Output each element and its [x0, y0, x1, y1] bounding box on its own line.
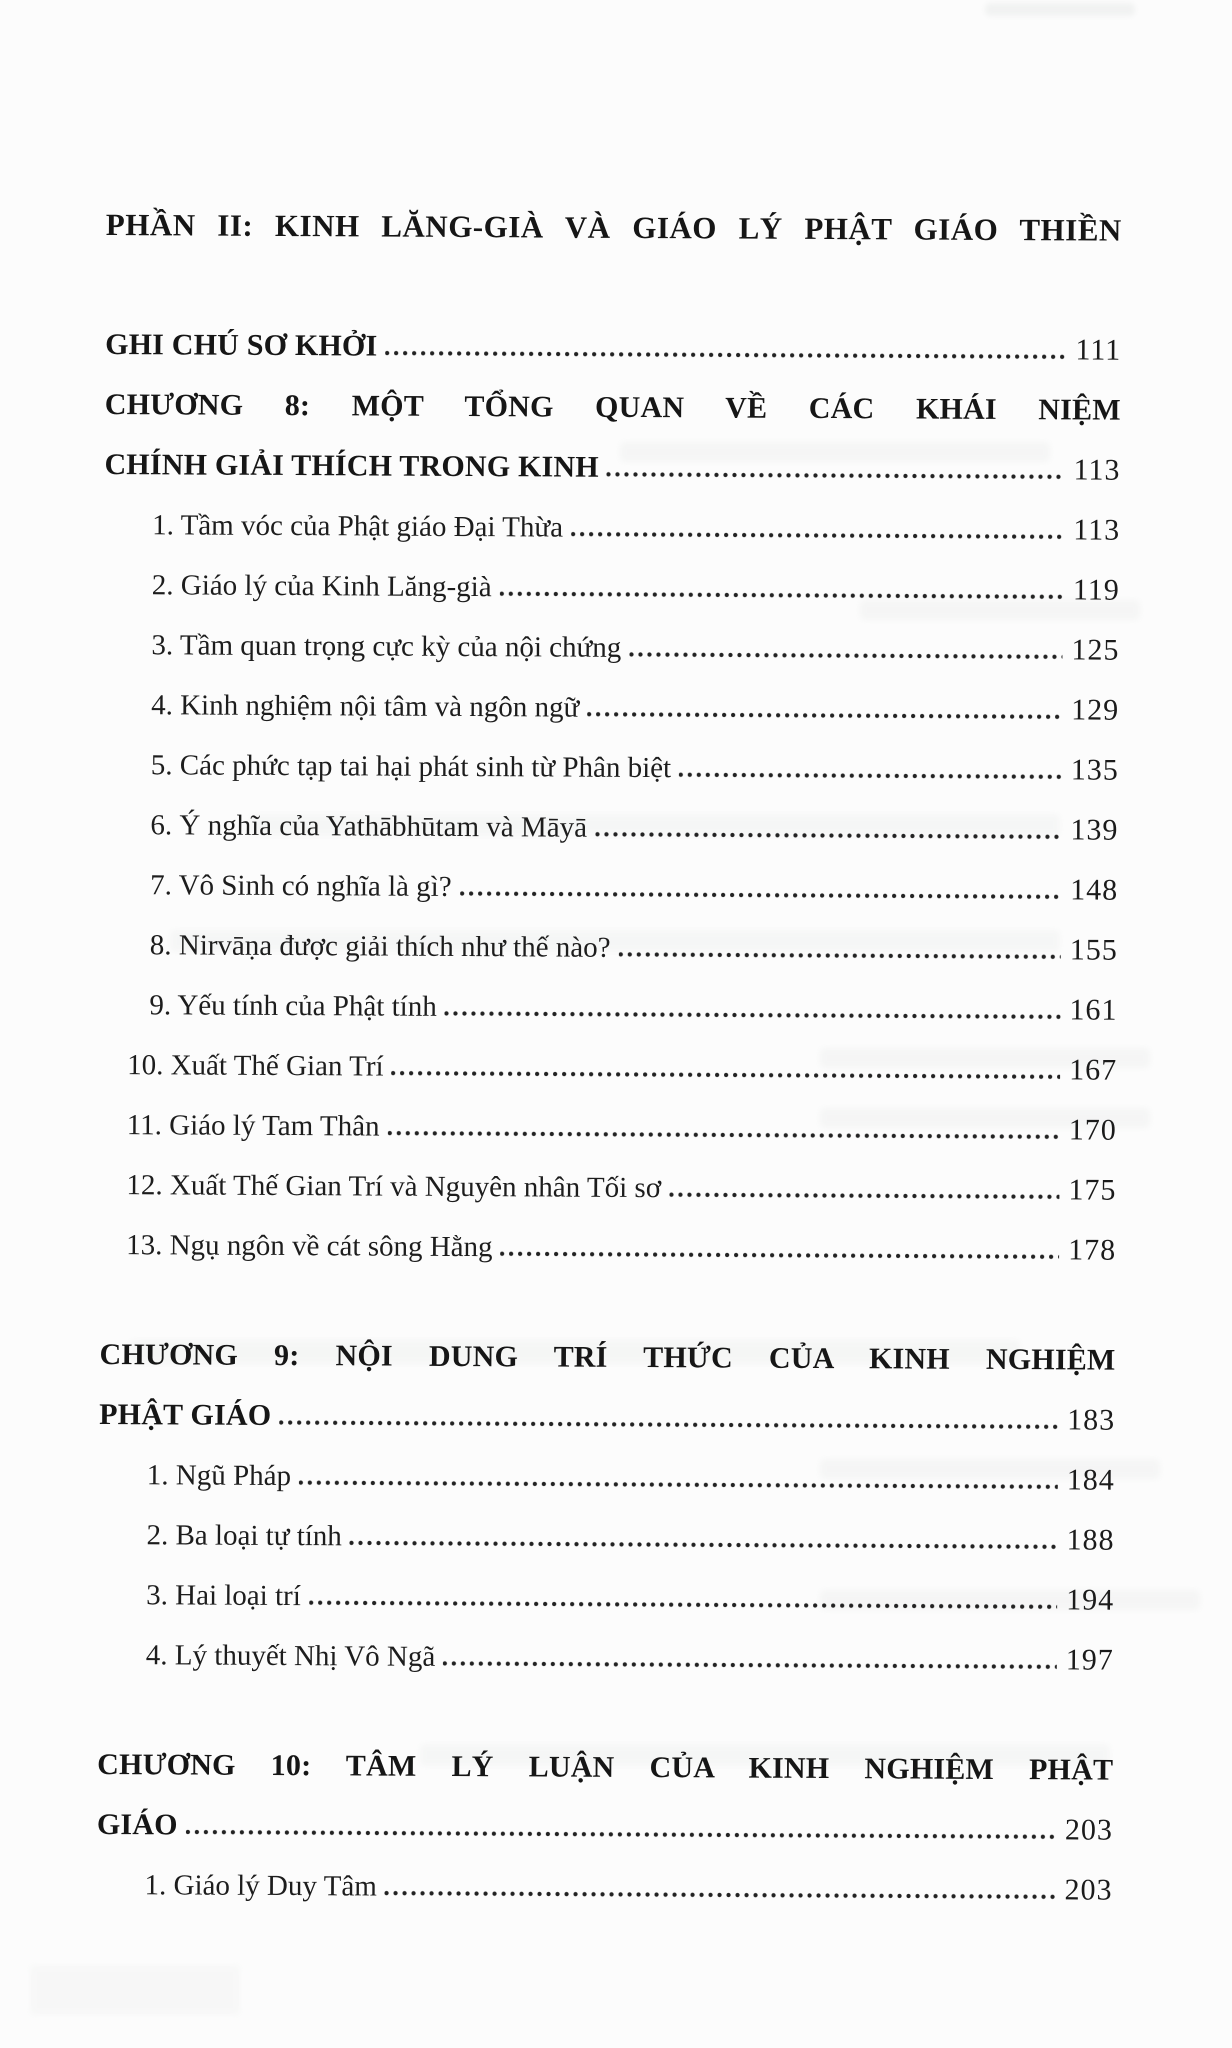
toc-entry	[98, 1505, 1114, 1571]
toc-entry	[103, 615, 1119, 681]
bleedthrough-smudge	[30, 1965, 240, 2015]
toc-entry-label: 3. Hai loại trí	[146, 1579, 301, 1613]
toc-page-number: 125	[1071, 633, 1120, 667]
dot-leader	[299, 1480, 1058, 1489]
toc-entry-last-line	[151, 735, 1119, 800]
toc-page-number: 203	[1064, 1813, 1113, 1847]
dot-leader	[385, 1891, 1056, 1900]
toc-entry-last-line	[127, 1035, 1117, 1101]
part-title: PHẦN II: KINH LĂNG-GIÀ VÀ GIÁO LÝ PHẬT GIÁO THIỀN	[105, 206, 1122, 248]
toc-page-number: 170	[1068, 1113, 1117, 1147]
dot-leader	[186, 1829, 1056, 1839]
toc-entry-label: 3. Tầm quan trọng cực kỳ của nội chứng	[151, 629, 622, 664]
dot-leader	[629, 652, 1062, 659]
dot-leader	[669, 1192, 1059, 1199]
toc-page-number: 194	[1066, 1583, 1115, 1617]
dot-leader	[607, 472, 1065, 480]
toc-entry-label: 11. Giáo lý Tam Thân	[126, 1109, 380, 1143]
toc-entry-label: PHẬT GIÁO	[99, 1397, 272, 1432]
toc-body	[96, 315, 1121, 1921]
toc-entry-last-line	[152, 555, 1120, 620]
toc-entry-label: 13. Ngụ ngôn về cát sông Hằng	[126, 1229, 493, 1264]
toc-section	[100, 315, 1121, 1281]
toc-entry-last-line	[99, 1385, 1115, 1451]
toc-entry-last-line	[97, 1795, 1113, 1861]
toc-entry-label: 10. Xuất Thế Gian Trí	[127, 1049, 384, 1083]
dot-leader	[445, 1011, 1061, 1019]
toc-page-number: 183	[1067, 1403, 1116, 1437]
toc-entry-label: CHÍNH GIẢI THÍCH TRONG KINH	[104, 447, 599, 484]
toc-page-number: 155	[1069, 933, 1118, 967]
toc-entry	[102, 915, 1118, 981]
toc-page-number: 197	[1065, 1643, 1114, 1677]
toc-page-number: 119	[1072, 573, 1120, 607]
toc-page-number: 139	[1070, 813, 1119, 847]
toc-entry-last-line	[150, 855, 1118, 920]
toc-entry	[99, 1325, 1116, 1451]
toc-entry-label: 12. Xuất Thế Gian Trí và Nguyên nhân Tối sơ	[126, 1169, 662, 1205]
toc-page-number: 184	[1066, 1463, 1115, 1497]
toc-entry-last-line	[126, 1155, 1116, 1221]
toc-entry	[101, 1095, 1117, 1161]
toc-entry-label: 9. Yếu tính của Phật tính	[149, 989, 437, 1023]
toc-entry-label: 8. Nirvāṇa được giải thích như thế nào?	[149, 929, 611, 964]
toc-entry-label: 6. Ý nghĩa của Yathābhūtam và Māyā	[150, 809, 588, 844]
toc-entry-last-line	[105, 315, 1121, 381]
toc-entry-last-line	[126, 1215, 1116, 1281]
toc-page-number: 167	[1069, 1053, 1118, 1087]
toc-entry	[105, 315, 1121, 381]
toc-entry-label: 1. Giáo lý Duy Tâm	[144, 1869, 377, 1903]
toc-entry-label: 2. Giáo lý của Kinh Lăng-già	[151, 569, 492, 604]
toc-entry	[101, 975, 1117, 1041]
toc-entry	[100, 1155, 1116, 1221]
toc-entry	[99, 1445, 1115, 1511]
dot-leader	[309, 1600, 1057, 1609]
toc-entry-label: 4. Kinh nghiệm nội tâm và ngôn ngữ	[151, 689, 580, 724]
toc-entry-last-line	[149, 975, 1117, 1040]
toc-entry-label: 1. Tầm vóc của Phật giáo Đại Thừa	[152, 509, 564, 544]
toc-entry-label-line: CHƯƠNG 10: TÂM LÝ LUẬN CỦA KINH NGHIỆM PHẬT	[97, 1747, 1114, 1787]
toc-page-number: 188	[1066, 1523, 1115, 1557]
toc-entry	[97, 1735, 1114, 1861]
dot-leader	[679, 772, 1062, 779]
toc-entry-label: 5. Các phức tạp tai hại phát sinh từ Phân biệt	[150, 749, 672, 785]
toc-entry-last-line	[146, 1565, 1114, 1630]
toc-entry	[104, 375, 1121, 501]
toc-entry-label: GIÁO	[96, 1807, 178, 1842]
toc-entry	[102, 795, 1118, 861]
toc-entry-label: 4. Lý thuyết Nhị Vô Ngã	[145, 1639, 436, 1673]
toc-entry-last-line	[151, 615, 1119, 680]
toc-page-number: 135	[1070, 753, 1119, 787]
dot-leader	[392, 1071, 1061, 1080]
toc-entry-last-line	[104, 435, 1120, 501]
dot-leader	[460, 891, 1062, 899]
toc-entry	[102, 855, 1118, 921]
dot-leader	[595, 832, 1062, 840]
dot-leader	[443, 1661, 1057, 1669]
toc-page-number: 113	[1073, 453, 1121, 487]
bleedthrough-smudge	[985, 3, 1135, 16]
toc-page-number: 113	[1073, 513, 1121, 547]
toc-section	[98, 1325, 1116, 1691]
dot-leader	[279, 1420, 1058, 1429]
dot-leader	[618, 952, 1060, 959]
toc-entry	[96, 1855, 1112, 1921]
toc-entry-last-line	[150, 795, 1118, 860]
toc-section	[96, 1735, 1113, 1921]
toc-entry	[98, 1565, 1114, 1631]
toc-entry	[103, 735, 1119, 801]
toc-entry-last-line	[146, 1625, 1114, 1690]
toc-page-number: 175	[1068, 1173, 1117, 1207]
toc-entry-last-line	[146, 1505, 1114, 1570]
dot-leader	[385, 351, 1066, 360]
toc-page-number: 111	[1075, 333, 1122, 367]
dot-leader	[501, 1251, 1060, 1259]
dot-leader	[500, 591, 1064, 599]
toc-entry	[98, 1625, 1114, 1691]
table-of-contents	[96, 195, 1122, 1921]
toc-entry-last-line	[144, 1855, 1112, 1920]
toc-entry-label: 2. Ba loại tự tính	[146, 1519, 342, 1553]
toc-entry-last-line	[151, 675, 1119, 740]
dot-leader	[571, 532, 1064, 540]
toc-entry	[100, 1215, 1116, 1281]
dot-leader	[388, 1131, 1060, 1140]
dot-leader	[587, 712, 1062, 720]
toc-entry-label: GHI CHÚ SƠ KHỞI	[105, 327, 378, 363]
toc-entry-last-line	[150, 915, 1118, 980]
toc-entry	[101, 1035, 1117, 1101]
toc-entry	[104, 555, 1120, 621]
toc-entry	[104, 495, 1120, 561]
toc-entry-last-line	[127, 1095, 1117, 1161]
toc-page-number: 148	[1070, 873, 1119, 907]
toc-page-number: 129	[1071, 693, 1120, 727]
toc-entry-last-line	[147, 1445, 1115, 1510]
toc-entry-label: 7. Vô Sinh có nghĩa là gì?	[150, 869, 452, 903]
toc-entry-label-line: CHƯƠNG 8: MỘT TỔNG QUAN VỀ CÁC KHÁI NIỆM	[104, 387, 1121, 427]
toc-page-number: 161	[1069, 993, 1118, 1027]
toc-page-number: 203	[1064, 1873, 1113, 1907]
dot-leader	[350, 1540, 1058, 1549]
toc-entry-label-line: CHƯƠNG 9: NỘI DUNG TRÍ THỨC CỦA KINH NGHIỆM	[99, 1337, 1116, 1377]
toc-entry	[103, 675, 1119, 741]
toc-page-number: 178	[1068, 1233, 1117, 1267]
toc-entry-label: 1. Ngũ Pháp	[146, 1459, 292, 1493]
toc-entry-last-line	[152, 495, 1120, 560]
